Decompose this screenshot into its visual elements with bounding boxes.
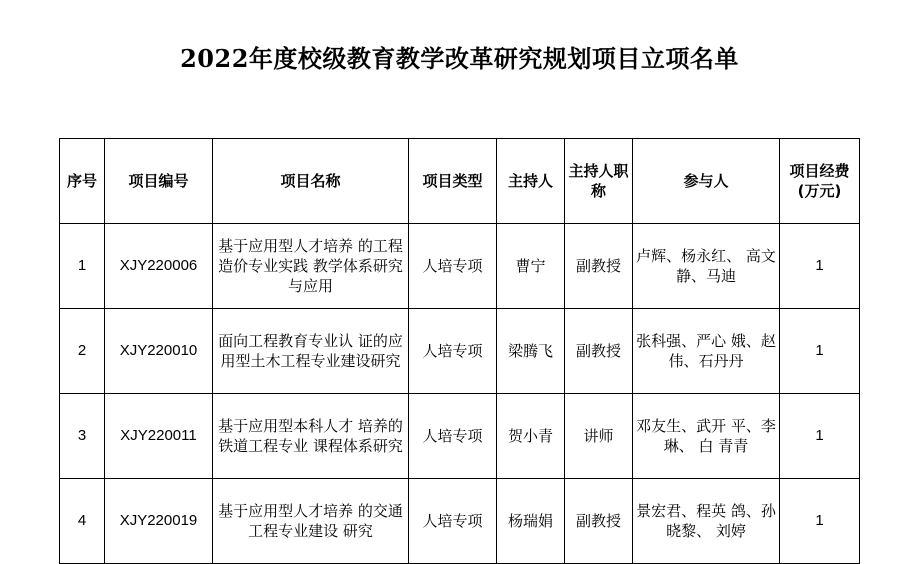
cell-fund: 1 (780, 479, 860, 564)
cell-host-title: 讲师 (565, 394, 633, 479)
table-row (60, 224, 860, 309)
cell-type: 人培专项 (409, 309, 497, 394)
header-type: 项目类型 (409, 139, 497, 224)
cell-host: 贺小青 (497, 394, 565, 479)
cell-name: 基于应用型本科人才 培养的铁道工程专业 课程体系研究 (213, 394, 409, 479)
cell-type: 人培专项 (409, 479, 497, 564)
cell-fund: 1 (780, 309, 860, 394)
cell-code: XJY220006 (105, 224, 213, 309)
cell-seq: 1 (60, 224, 105, 309)
header-fund: 项目经费(万元) (780, 139, 860, 224)
cell-type: 人培专项 (409, 224, 497, 309)
cell-name: 面向工程教育专业认 证的应用型土木工程专业建设研究 (213, 309, 409, 394)
cell-name: 基于应用型人才培养 的交通工程专业建设 研究 (213, 479, 409, 564)
cell-members: 景宏君、程英 鸽、孙晓黎、 刘婷 (633, 479, 780, 564)
header-host-title: 主持人职称 (565, 139, 633, 224)
cell-host: 曹宁 (497, 224, 565, 309)
document-title: 2022年度校级教育教学改革研究规划项目立项名单 (180, 44, 739, 73)
header-code: 项目编号 (105, 139, 213, 224)
project-list-table (59, 138, 860, 564)
cell-members: 张科强、严心 娥、赵伟、石丹丹 (633, 309, 780, 394)
cell-fund: 1 (780, 394, 860, 479)
cell-host: 梁腾飞 (497, 309, 565, 394)
cell-host-title: 副教授 (565, 224, 633, 309)
cell-host: 杨瑞娟 (497, 479, 565, 564)
header-members: 参与人 (633, 139, 780, 224)
cell-seq: 2 (60, 309, 105, 394)
table-row (60, 479, 860, 564)
header-name: 项目名称 (213, 139, 409, 224)
header-seq: 序号 (60, 139, 105, 224)
cell-type: 人培专项 (409, 394, 497, 479)
cell-seq: 3 (60, 394, 105, 479)
cell-code: XJY220010 (105, 309, 213, 394)
cell-members: 卢辉、杨永红、 高文静、马迪 (633, 224, 780, 309)
cell-host-title: 副教授 (565, 309, 633, 394)
cell-fund: 1 (780, 224, 860, 309)
cell-code: XJY220019 (105, 479, 213, 564)
cell-seq: 4 (60, 479, 105, 564)
cell-code: XJY220011 (105, 394, 213, 479)
table-row (60, 309, 860, 394)
table-row (60, 394, 860, 479)
cell-members: 邓友生、武开 平、李琳、 白 青青 (633, 394, 780, 479)
header-host: 主持人 (497, 139, 565, 224)
table-header-row (60, 139, 860, 224)
cell-host-title: 副教授 (565, 479, 633, 564)
cell-name: 基于应用型人才培养 的工程造价专业实践 教学体系研究与应用 (213, 224, 409, 309)
